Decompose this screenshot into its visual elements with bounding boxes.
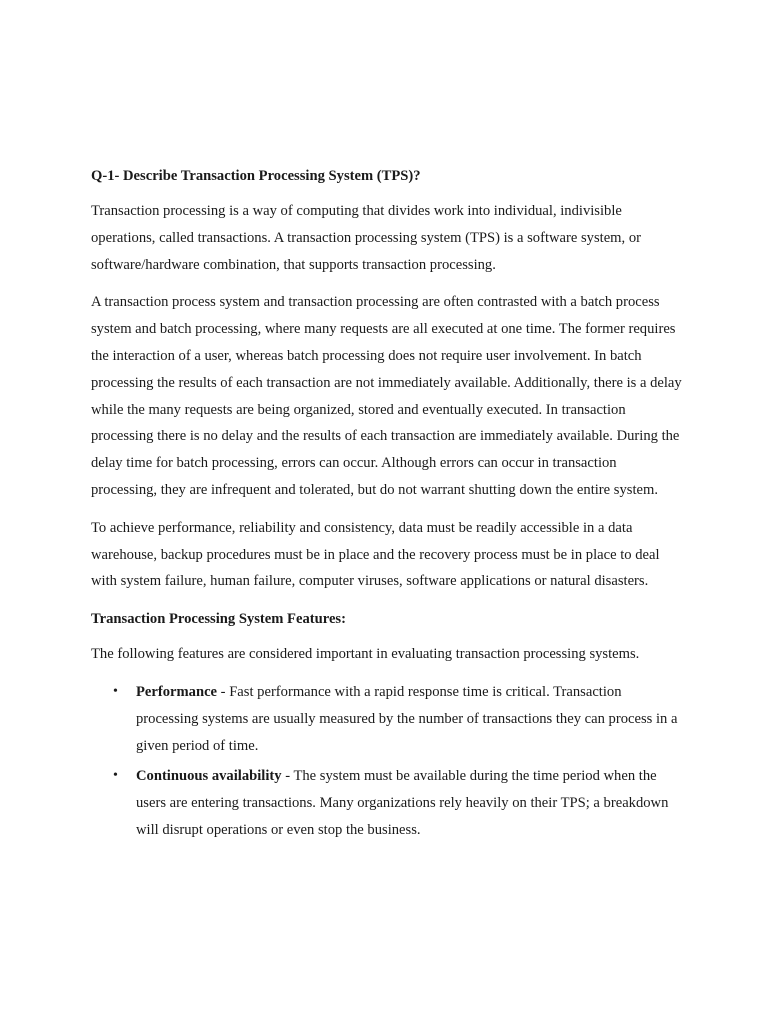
features-heading: Transaction Processing System Features: [91,611,346,628]
feature-term: Performance [136,683,218,700]
features-intro: The following features are considered important in evaluating transaction processing systems. [91,646,640,663]
list-item [91,679,683,759]
bullet-icon: • [113,768,118,784]
paragraph-reliability: To achieve performance, reliability and consistency, data must be readily accessible in a data warehouse, backup procedures must be in place and the recovery process must be in place to deal with system failure, human failure, computer viruses, software applications or natural disasters. [91,519,660,590]
list-item [91,763,683,843]
paragraph-batch-comparison: A transaction process system and transaction processing are often contrasted with a batch process system and batch processing, where many requests are all executed at one time. The former requires the interaction of a user, whereas batch processing does not require user involvement. In batch processing the results of each transaction are not immediately available. Additionally, there is a delay while the many requests are being organized, stored and eventually executed. In transaction processing there is no delay and the results of each transaction are immediately available. During the delay time for batch processing, errors can occur. Although errors can occur in transaction processing, they are infrequent and tolerated, but do not warrant shutting down the entire system. [91,294,682,498]
features-list [91,679,683,844]
feature-term: Continuous availability [136,768,282,785]
feature-description: - The system must be available during the time period when the users are entering transactions. Many organizations rely heavily on their TPS; a breakdown will disrupt operations or even stop the business. [136,768,669,838]
bullet-icon: • [113,683,118,699]
paragraph-intro: Transaction processing is a way of computing that divides work into individual, indivisible operations, called transactions. A transaction processing system (TPS) is a software system, or software/hardware combination, that supports transaction processing. [91,203,641,273]
question-heading: Q-1- Describe Transaction Processing System (TPS)? [91,168,421,184]
document-page [91,163,683,848]
feature-description: - Fast performance with a rapid response time is critical. Transaction processing systems are usually measured by the number of transactions they can process in a given period of time. [136,683,678,754]
